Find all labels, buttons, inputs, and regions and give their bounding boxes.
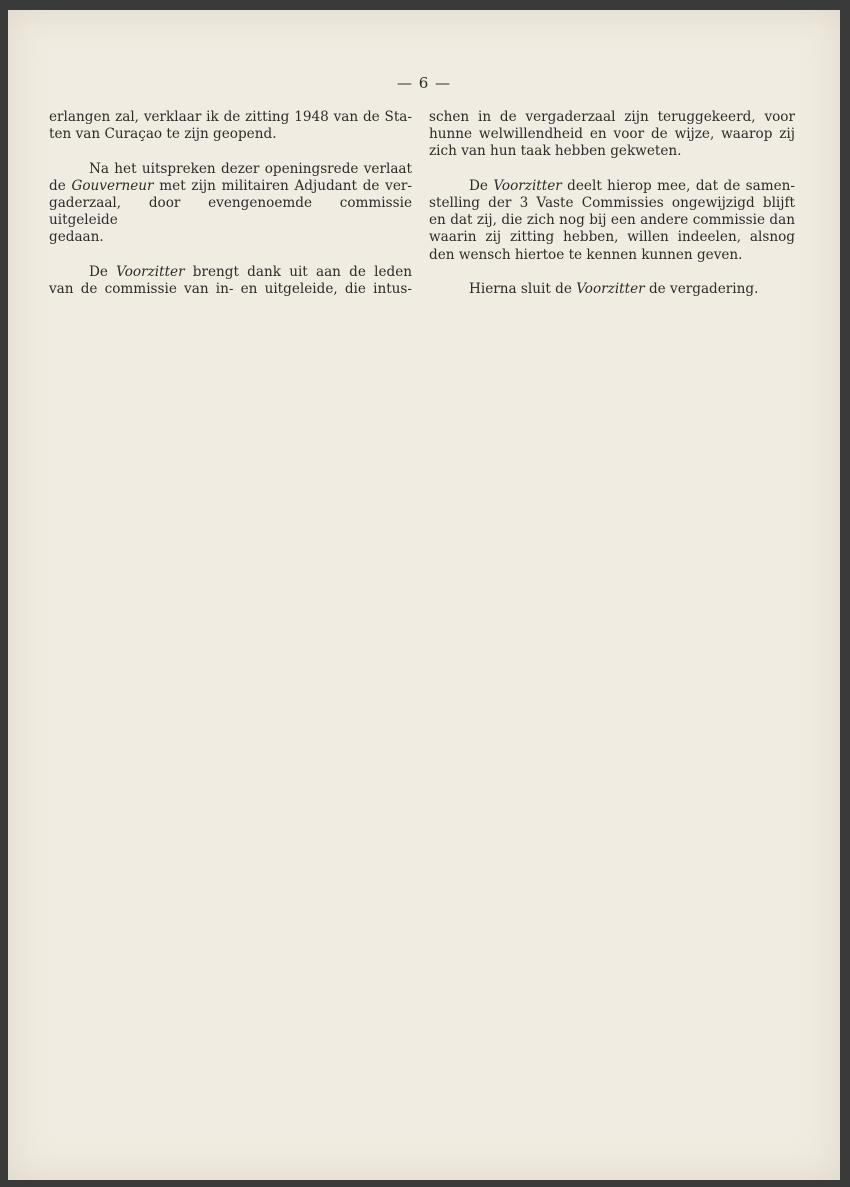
text-line: van de commissie van in- en uitgeleide, die intus-: [49, 281, 412, 297]
text-line: [429, 281, 795, 298]
text-line: Na het uitspreken dezer openingsrede verlaat: [89, 160, 412, 177]
text-run: brengt dank uit aan de leden: [184, 263, 413, 280]
paragraph-chairman-thanks: [49, 264, 412, 298]
paragraph-governor-leaves: [49, 161, 412, 247]
text-line: [49, 178, 412, 195]
emphasis-chairman: Voorzitter: [116, 263, 185, 280]
page-number: — 6 —: [396, 74, 452, 92]
text-run: de vergadering.: [644, 281, 759, 297]
text-line: en dat zij, die zich nog bij een andere commissie dan: [429, 212, 795, 229]
left-column: [49, 109, 412, 315]
text-run: met zijn militairen Adjudant de ver-: [153, 177, 412, 194]
text-line: zich van hun taak hebben gekweten.: [429, 143, 682, 160]
text-line: hunne welwillendheid en voor de wijze, waarop zij: [429, 126, 795, 143]
paragraph-closing-opening-speech: [49, 109, 412, 143]
right-column: [429, 109, 795, 315]
text-run: de: [49, 177, 72, 194]
text-line: erlangen zal, verklaar ik de zitting 1948 van de Sta-: [49, 109, 412, 125]
text-line: ten van Curaçao te zijn geopend.: [49, 126, 277, 143]
text-line: gaderzaal, door evengenoemde commissie uitgeleide: [49, 195, 412, 229]
paragraph-meeting-closed: [429, 281, 795, 298]
paragraph-chairman-thanks-continued: [429, 109, 795, 161]
paragraph-standing-committees: [429, 178, 795, 264]
text-run: De: [89, 263, 117, 280]
document-page: [8, 10, 840, 1180]
text-line: waarin zij zitting hebben, willen indeelen, alsnog: [429, 229, 795, 246]
text-line: [49, 264, 412, 281]
text-line: den wensch hiertoe te kennen kunnen geven.: [429, 246, 743, 263]
text-run: deelt hierop mee, dat de samen-: [561, 177, 796, 194]
text-run: De: [469, 177, 494, 194]
text-line: schen in de vergaderzaal zijn teruggekeerd, voor: [429, 109, 795, 125]
text-line: [429, 178, 795, 195]
text-line: gedaan.: [49, 229, 104, 246]
emphasis-chairman: Voorzitter: [576, 281, 645, 297]
emphasis-chairman: Voorzitter: [493, 177, 562, 194]
text-run: Hierna sluit de: [469, 281, 577, 297]
emphasis-governor: Gouverneur: [71, 177, 154, 194]
text-line: stelling der 3 Vaste Commissies ongewijzigd blijft: [429, 195, 795, 211]
